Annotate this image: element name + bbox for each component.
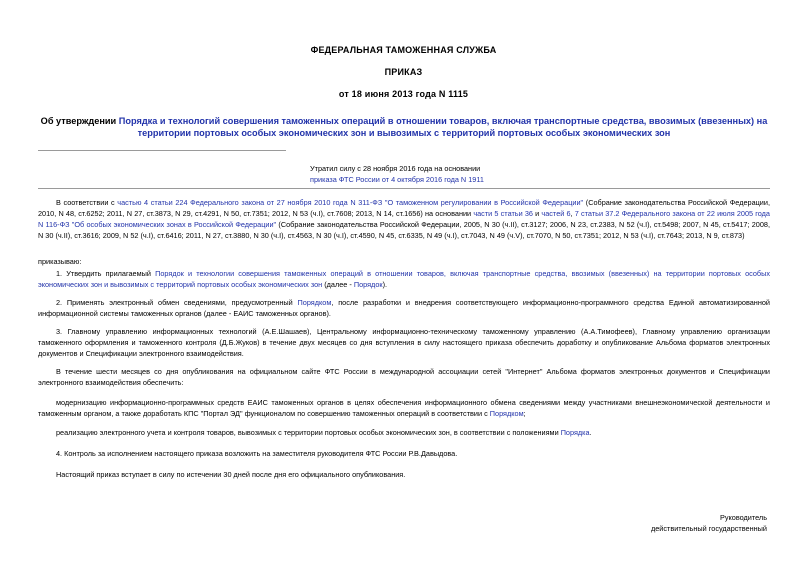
item-4: 4. Контроль за исполнением настоящего приказа возложить на заместителя руководителя ФТС России Р.В.Давыдова. <box>56 449 458 458</box>
agency-name: ФЕДЕРАЛЬНАЯ ТАМОЖЕННАЯ СЛУЖБА <box>310 45 497 55</box>
divider-short <box>38 150 286 151</box>
item-2-text: , после разработки и внедрения соответствующего информационно-программного средства Единой автоматизированной информационной системы таможенных органов (далее - ЕАИС таможенных органов). <box>38 298 770 318</box>
preamble-text: В соответствии с <box>56 198 118 207</box>
procedure-link[interactable]: Порядком <box>297 298 332 307</box>
article-36-link[interactable]: части 5 статьи 36 <box>473 209 533 218</box>
document-type: ПРИКАЗ <box>384 67 423 77</box>
document-subject <box>38 115 770 139</box>
preamble-text: (Собрание законодательства Российской Федерации, 2010, N 48, ст.6252; 2011, N 27, ст.3873, N 29, ст.4291, N 50, ст.7351; 2012, N 53 (ч.I), ст.7608; 2013, N 14, ст.1656) на основании <box>38 198 770 218</box>
divider-full <box>38 188 770 189</box>
law-311-link[interactable]: частью 4 статьи 224 Федерального закона от 27 ноября 2010 года N 311-ФЗ "О таможенном регулировании в Российской Федерации" <box>117 198 584 207</box>
item-3-continuation: В течение шести месяцев со дня опубликования на официальном сайте ФТС России в международной ассоциации сетей "Интернет" Альбома форматов электронных документов и Спецификации электронного взаимодействия обеспечить: <box>38 367 770 387</box>
status-note-link[interactable]: приказа ФТС России от 4 октября 2016 года N 1911 <box>310 175 484 184</box>
document-date-number: от 18 июня 2013 года N 1115 <box>338 89 469 99</box>
procedure-short-link[interactable]: Порядок <box>353 280 383 289</box>
item-3: 3. Главному управлению информационных технологий (А.Е.Шашаев), Центральному информационно-техническому таможенному управлению (А.А.Тимофеев), Главному управлению организации таможенного оформления и таможенного контроля (Д.Б.Жуков) в течение двух месяцев со дня вступления в силу настоящего приказа обеспечить доработку и опубликование Альбома форматов электронных документов и Спецификации электронного взаимодействия. <box>38 327 770 358</box>
item-3-subpoint-2 <box>38 427 770 438</box>
subpoint-text: ; <box>523 409 526 418</box>
preamble-text: , <box>570 209 575 218</box>
item-3-subpoint-1 <box>38 397 770 419</box>
item-1-text: (далее - <box>322 280 354 289</box>
item-1-text: ). <box>382 280 388 289</box>
signer-rank: действительный государственный <box>650 524 767 533</box>
item-2-text: 2. Применять электронный обмен сведениями, предусмотренный <box>56 298 298 307</box>
item-2 <box>38 297 770 319</box>
status-note-text: Утратил силу с 28 ноября 2016 года на основании <box>310 164 481 173</box>
subpoint-text: реализацию электронного учета и контроля товаров, вывозимых с территории портовых особых экономических зон, в соответствии с положениями <box>56 428 561 437</box>
procedure-link[interactable]: Порядком <box>489 409 524 418</box>
subpoint-text: . <box>589 428 592 437</box>
item-1 <box>38 268 770 290</box>
preamble-paragraph <box>38 197 770 241</box>
signer-title: Руководитель <box>719 513 767 522</box>
order-word: приказываю: <box>38 257 82 266</box>
law-116-link[interactable]: 7 статьи 37.2 Федерального закона от 22 июля 2005 года N 116-ФЗ "Об особых экономических зонах в Российской Федерации" <box>38 209 770 229</box>
subject-prefix: Об утверждении <box>40 116 119 126</box>
procedure-link[interactable]: Порядок и технологии совершения таможенных операций в отношении товаров, включая транспортные средства, ввозимых (ввезенных) на территории портовых особых экономических зон и вывозимых с территорий портовых особых экономических зон <box>38 269 770 289</box>
article-37-2-part-6-link[interactable]: частей 6 <box>541 209 571 218</box>
item-1-text: 1. Утвердить прилагаемый <box>56 269 156 278</box>
status-note <box>310 163 580 185</box>
preamble-text: (Собрание законодательства Российской Федерации, 2005, N 30 (ч.II), ст.3127; 2006, N 23, ст.2383, N 52 (ч.I), ст.5498; 2007, N 45, ст.5417; 2008, N 30 (ч.II), ст.3616; 2009, N 52 (ч.I), ст.6416; 2011, N 27, ст.3880, N 30 (ч.I), ст.4563, N 30 (ч.I), ст.4590, N 45, ст.6335, N 49 (ч.I), ст.7043, N 49 (ч.V), ст.7070, N 50, ст.7351; 2012, N 53 (ч.I), ст.7643; 2013, N 9, ст.873) <box>38 220 770 240</box>
preamble-text: и <box>532 209 542 218</box>
subject-link[interactable]: Порядка и технологий совершения таможенных операций в отношении товаров, включая транспортные средства, ввозимых (ввезенных) на территории портовых особых экономических зон и вывозимых с территорий портовых особых экономических зон <box>118 116 768 138</box>
effective-date-paragraph: Настоящий приказ вступает в силу по истечении 30 дней после дня его официального опубликования. <box>56 470 406 479</box>
procedure-link[interactable]: Порядка <box>560 428 590 437</box>
subpoint-text: модернизацию информационно-программных средств ЕАИС таможенных органов в целях обеспечения информационного обмена сведениями между участниками внешнеэкономической деятельности и таможенным органом, а также доработать КПС "Портал ЭД" функционалом по совершению таможенных операций в соответствии с <box>38 398 770 418</box>
